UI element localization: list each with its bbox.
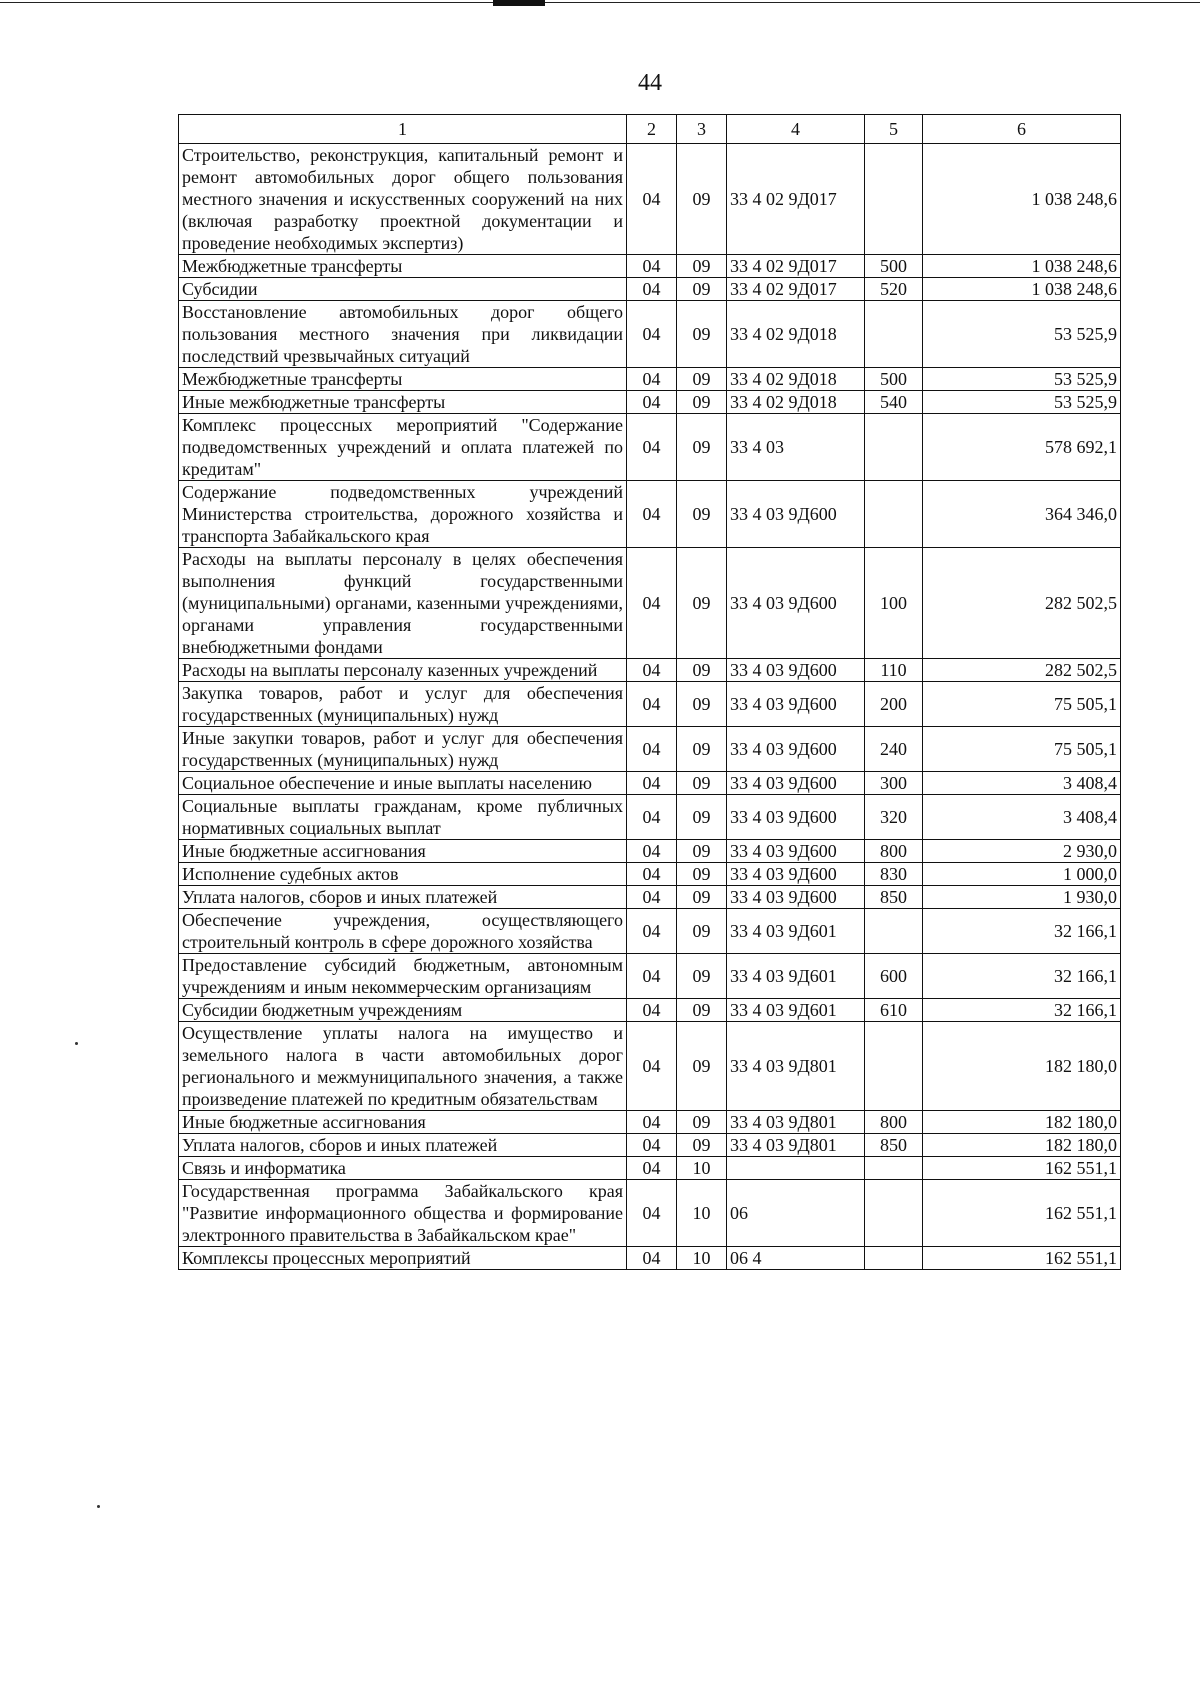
expense-type-cell [865, 144, 923, 255]
expense-type-cell: 240 [865, 727, 923, 772]
subsection-code-cell: 09 [677, 886, 727, 909]
item-name-cell: Иные закупки товаров, работ и услуг для обеспечения государственных (муниципальных) нужд [179, 727, 627, 772]
amount-cell: 162 551,1 [923, 1180, 1121, 1247]
amount-cell: 1 038 248,6 [923, 278, 1121, 301]
table-row [179, 863, 1121, 886]
target-article-cell: 33 4 03 9Д600 [727, 548, 865, 659]
table-row [179, 772, 1121, 795]
table-row [179, 659, 1121, 682]
amount-cell: 182 180,0 [923, 1111, 1121, 1134]
table-row [179, 481, 1121, 548]
subsection-code-cell: 09 [677, 840, 727, 863]
target-article-cell: 33 4 02 9Д017 [727, 144, 865, 255]
item-name-cell: Расходы на выплаты персоналу в целях обеспечения выполнения функций государственными (муниципальными) органами, казенными учреждениями, органами управления государственными внебюджетными фондами [179, 548, 627, 659]
item-name-cell: Комплексы процессных мероприятий [179, 1247, 627, 1270]
target-article-cell: 33 4 03 9Д600 [727, 682, 865, 727]
subsection-code-cell: 10 [677, 1247, 727, 1270]
scan-speck [97, 1505, 100, 1508]
item-name-cell: Восстановление автомобильных дорог общего пользования местного значения при ликвидации последствий чрезвычайных ситуаций [179, 301, 627, 368]
item-name-cell: Государственная программа Забайкальского края "Развитие информационного общества и формирование электронного правительства в Забайкальском крае" [179, 1180, 627, 1247]
expense-type-cell [865, 1157, 923, 1180]
target-article-cell: 33 4 03 9Д601 [727, 954, 865, 999]
subsection-code-cell: 09 [677, 682, 727, 727]
section-code-cell: 04 [627, 255, 677, 278]
section-code-cell: 04 [627, 144, 677, 255]
expense-type-cell [865, 1022, 923, 1111]
subsection-code-cell: 09 [677, 1111, 727, 1134]
item-name-cell: Уплата налогов, сборов и иных платежей [179, 1134, 627, 1157]
amount-cell: 75 505,1 [923, 727, 1121, 772]
table-row [179, 909, 1121, 954]
item-name-cell: Субсидии бюджетным учреждениям [179, 999, 627, 1022]
target-article-cell: 33 4 03 9Д600 [727, 481, 865, 548]
table-row [179, 368, 1121, 391]
target-article-cell: 33 4 03 [727, 414, 865, 481]
section-code-cell: 04 [627, 301, 677, 368]
scan-speck [75, 1042, 78, 1045]
target-article-cell: 33 4 03 9Д600 [727, 772, 865, 795]
subsection-code-cell: 10 [677, 1180, 727, 1247]
expense-type-cell: 320 [865, 795, 923, 840]
amount-cell: 282 502,5 [923, 548, 1121, 659]
table-row [179, 954, 1121, 999]
item-name-cell: Связь и информатика [179, 1157, 627, 1180]
table-row [179, 886, 1121, 909]
table-row [179, 144, 1121, 255]
item-name-cell: Межбюджетные трансферты [179, 368, 627, 391]
subsection-code-cell: 09 [677, 144, 727, 255]
expense-type-cell [865, 481, 923, 548]
amount-cell: 162 551,1 [923, 1157, 1121, 1180]
section-code-cell: 04 [627, 999, 677, 1022]
item-name-cell: Исполнение судебных актов [179, 863, 627, 886]
section-code-cell: 04 [627, 954, 677, 999]
table-row [179, 1022, 1121, 1111]
table-row [179, 1247, 1121, 1270]
expense-type-cell: 500 [865, 255, 923, 278]
expense-type-cell [865, 301, 923, 368]
expense-type-cell: 600 [865, 954, 923, 999]
table-row [179, 278, 1121, 301]
item-name-cell: Предоставление субсидий бюджетным, автономным учреждениям и иным некоммерческим организациям [179, 954, 627, 999]
expense-type-cell: 850 [865, 1134, 923, 1157]
amount-cell: 3 408,4 [923, 795, 1121, 840]
amount-cell: 3 408,4 [923, 772, 1121, 795]
table-row [179, 301, 1121, 368]
target-article-cell: 33 4 03 9Д601 [727, 909, 865, 954]
subsection-code-cell: 09 [677, 414, 727, 481]
amount-cell: 1 930,0 [923, 886, 1121, 909]
subsection-code-cell: 09 [677, 481, 727, 548]
target-article-cell: 33 4 02 9Д018 [727, 301, 865, 368]
section-code-cell: 04 [627, 1022, 677, 1111]
target-article-cell: 33 4 03 9Д600 [727, 659, 865, 682]
section-code-cell: 04 [627, 840, 677, 863]
item-name-cell: Обеспечение учреждения, осуществляющего строительный контроль в сфере дорожного хозяйства [179, 909, 627, 954]
section-code-cell: 04 [627, 795, 677, 840]
header-cell: 2 [627, 115, 677, 144]
scan-mark [493, 0, 545, 6]
table-row [179, 255, 1121, 278]
table-row [179, 1157, 1121, 1180]
section-code-cell: 04 [627, 278, 677, 301]
subsection-code-cell: 09 [677, 301, 727, 368]
expense-type-cell: 200 [865, 682, 923, 727]
target-article-cell: 06 4 [727, 1247, 865, 1270]
amount-cell: 2 930,0 [923, 840, 1121, 863]
section-code-cell: 04 [627, 481, 677, 548]
item-name-cell: Иные бюджетные ассигнования [179, 1111, 627, 1134]
section-code-cell: 04 [627, 863, 677, 886]
section-code-cell: 04 [627, 1247, 677, 1270]
header-row [179, 115, 1121, 144]
section-code-cell: 04 [627, 1180, 677, 1247]
header-cell: 4 [727, 115, 865, 144]
target-article-cell: 06 [727, 1180, 865, 1247]
amount-cell: 282 502,5 [923, 659, 1121, 682]
target-article-cell: 33 4 03 9Д600 [727, 840, 865, 863]
header-cell: 1 [179, 115, 627, 144]
subsection-code-cell: 09 [677, 255, 727, 278]
section-code-cell: 04 [627, 682, 677, 727]
target-article-cell: 33 4 02 9Д017 [727, 255, 865, 278]
target-article-cell: 33 4 03 9Д600 [727, 727, 865, 772]
item-name-cell: Социальное обеспечение и иные выплаты населению [179, 772, 627, 795]
target-article-cell [727, 1157, 865, 1180]
expense-type-cell: 110 [865, 659, 923, 682]
section-code-cell: 04 [627, 1134, 677, 1157]
amount-cell: 32 166,1 [923, 909, 1121, 954]
subsection-code-cell: 09 [677, 1022, 727, 1111]
item-name-cell: Комплекс процессных мероприятий "Содержание подведомственных учреждений и оплата платежей по кредитам" [179, 414, 627, 481]
item-name-cell: Иные межбюджетные трансферты [179, 391, 627, 414]
target-article-cell: 33 4 03 9Д601 [727, 999, 865, 1022]
table-row [179, 391, 1121, 414]
expense-type-cell: 800 [865, 1111, 923, 1134]
subsection-code-cell: 09 [677, 1134, 727, 1157]
subsection-code-cell: 09 [677, 278, 727, 301]
expense-type-cell: 610 [865, 999, 923, 1022]
item-name-cell: Закупка товаров, работ и услуг для обеспечения государственных (муниципальных) нужд [179, 682, 627, 727]
section-code-cell: 04 [627, 1111, 677, 1134]
amount-cell: 364 346,0 [923, 481, 1121, 548]
expense-type-cell [865, 1247, 923, 1270]
expense-type-cell [865, 909, 923, 954]
expense-type-cell [865, 1180, 923, 1247]
subsection-code-cell: 09 [677, 909, 727, 954]
table-row [179, 1180, 1121, 1247]
budget-table [178, 114, 1121, 1270]
amount-cell: 182 180,0 [923, 1022, 1121, 1111]
expense-type-cell: 850 [865, 886, 923, 909]
expense-type-cell: 300 [865, 772, 923, 795]
item-name-cell: Строительство, реконструкция, капитальный ремонт и ремонт автомобильных дорог общего пользования местного значения и искусственных сооружений на них (включая разработку проектной документации и проведение необходимых экспертиз) [179, 144, 627, 255]
item-name-cell: Социальные выплаты гражданам, кроме публичных нормативных социальных выплат [179, 795, 627, 840]
amount-cell: 53 525,9 [923, 391, 1121, 414]
item-name-cell: Субсидии [179, 278, 627, 301]
item-name-cell: Иные бюджетные ассигнования [179, 840, 627, 863]
table-row [179, 727, 1121, 772]
subsection-code-cell: 10 [677, 1157, 727, 1180]
amount-cell: 53 525,9 [923, 301, 1121, 368]
table-row [179, 548, 1121, 659]
page-number: 44 [638, 70, 662, 96]
target-article-cell: 33 4 03 9Д600 [727, 795, 865, 840]
amount-cell: 578 692,1 [923, 414, 1121, 481]
subsection-code-cell: 09 [677, 368, 727, 391]
subsection-code-cell: 09 [677, 795, 727, 840]
section-code-cell: 04 [627, 909, 677, 954]
target-article-cell: 33 4 02 9Д018 [727, 391, 865, 414]
section-code-cell: 04 [627, 772, 677, 795]
table-row [179, 795, 1121, 840]
header-cell: 3 [677, 115, 727, 144]
table-row [179, 999, 1121, 1022]
top-edge-line [0, 2, 1200, 3]
table-row [179, 682, 1121, 727]
section-code-cell: 04 [627, 391, 677, 414]
item-name-cell: Осуществление уплаты налога на имущество и земельного налога в части автомобильных дорог регионального и межмуниципального значения, а также произведение платежей по кредитным обязательствам [179, 1022, 627, 1111]
section-code-cell: 04 [627, 886, 677, 909]
expense-type-cell: 100 [865, 548, 923, 659]
subsection-code-cell: 09 [677, 659, 727, 682]
section-code-cell: 04 [627, 548, 677, 659]
expense-type-cell [865, 414, 923, 481]
section-code-cell: 04 [627, 414, 677, 481]
table-row [179, 840, 1121, 863]
section-code-cell: 04 [627, 1157, 677, 1180]
expense-type-cell: 800 [865, 840, 923, 863]
item-name-cell: Межбюджетные трансферты [179, 255, 627, 278]
amount-cell: 32 166,1 [923, 999, 1121, 1022]
expense-type-cell: 540 [865, 391, 923, 414]
amount-cell: 182 180,0 [923, 1134, 1121, 1157]
amount-cell: 32 166,1 [923, 954, 1121, 999]
subsection-code-cell: 09 [677, 863, 727, 886]
target-article-cell: 33 4 03 9Д600 [727, 886, 865, 909]
subsection-code-cell: 09 [677, 548, 727, 659]
target-article-cell: 33 4 03 9Д801 [727, 1134, 865, 1157]
amount-cell: 1 038 248,6 [923, 144, 1121, 255]
table-row [179, 1111, 1121, 1134]
section-code-cell: 04 [627, 659, 677, 682]
amount-cell: 1 038 248,6 [923, 255, 1121, 278]
amount-cell: 1 000,0 [923, 863, 1121, 886]
target-article-cell: 33 4 02 9Д018 [727, 368, 865, 391]
target-article-cell: 33 4 03 9Д801 [727, 1022, 865, 1111]
target-article-cell: 33 4 03 9Д600 [727, 863, 865, 886]
item-name-cell: Уплата налогов, сборов и иных платежей [179, 886, 627, 909]
item-name-cell: Содержание подведомственных учреждений Министерства строительства, дорожного хозяйства и транспорта Забайкальского края [179, 481, 627, 548]
expense-type-cell: 500 [865, 368, 923, 391]
header-cell: 6 [923, 115, 1121, 144]
table-row [179, 414, 1121, 481]
amount-cell: 53 525,9 [923, 368, 1121, 391]
expense-type-cell: 830 [865, 863, 923, 886]
table-body [179, 115, 1121, 1270]
target-article-cell: 33 4 03 9Д801 [727, 1111, 865, 1134]
subsection-code-cell: 09 [677, 999, 727, 1022]
expense-type-cell: 520 [865, 278, 923, 301]
target-article-cell: 33 4 02 9Д017 [727, 278, 865, 301]
subsection-code-cell: 09 [677, 727, 727, 772]
amount-cell: 162 551,1 [923, 1247, 1121, 1270]
item-name-cell: Расходы на выплаты персоналу казенных учреждений [179, 659, 627, 682]
amount-cell: 75 505,1 [923, 682, 1121, 727]
table-row [179, 1134, 1121, 1157]
subsection-code-cell: 09 [677, 954, 727, 999]
section-code-cell: 04 [627, 368, 677, 391]
header-cell: 5 [865, 115, 923, 144]
subsection-code-cell: 09 [677, 772, 727, 795]
subsection-code-cell: 09 [677, 391, 727, 414]
section-code-cell: 04 [627, 727, 677, 772]
